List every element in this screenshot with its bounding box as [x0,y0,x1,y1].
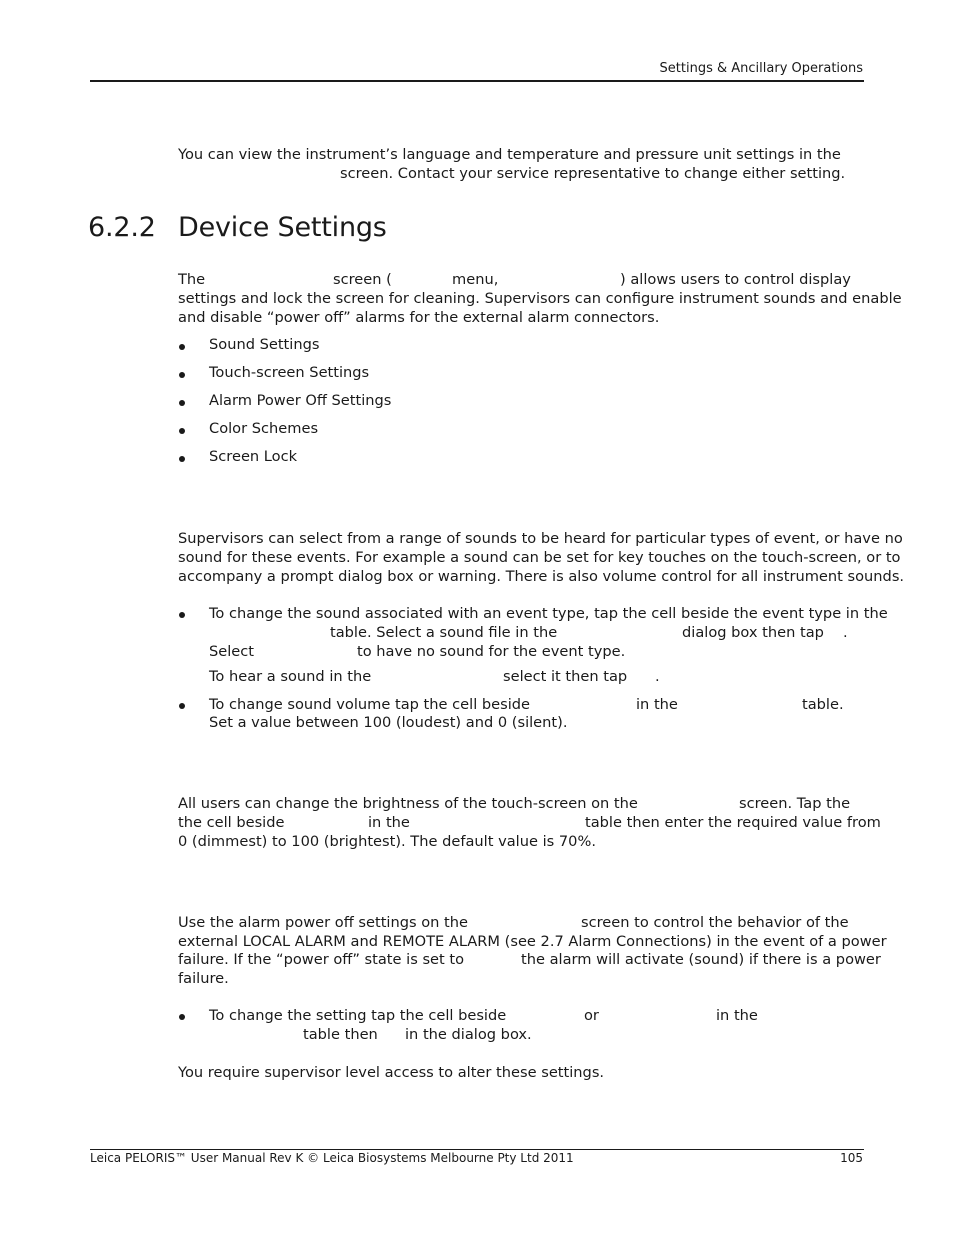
section-number: 6.2.2 [88,212,156,243]
sound-bullet1-l3b: to have no sound for the event type. [357,643,626,660]
bullet-icon [179,400,185,406]
bullet-icon [179,703,185,709]
device-para-l1a: The [178,271,206,288]
section-title: Device Settings [178,212,387,243]
topic-item: Touch-screen Settings [209,364,370,381]
sound-bullet1-l4c: . [655,668,660,685]
sound-bullet1-l2a: table. Select a sound file in the [330,624,558,641]
alarm-bullet-l2a: table then [303,1026,378,1043]
device-para-l3: and disable “power off” alarms for the external alarm connectors. [178,309,660,326]
topic-item: Screen Lock [209,448,298,465]
topic-item: Color Schemes [209,420,319,437]
touch-para-l2c: table then enter the required value from [585,814,881,831]
sound-bullet2-l1c: table. [802,696,844,713]
bullet-icon [179,612,185,618]
alarm-bullet-l1c: in the [716,1007,758,1024]
alarm-para-l4: failure. [178,970,229,987]
topic-item: Alarm Power Off Settings [209,392,392,409]
footer-copyright: Leica PELORIS™ User Manual Rev K © Leica Biosystems Melbourne Pty Ltd 2011 [90,1151,574,1165]
alarm-para-l2: external LOCAL ALARM and REMOTE ALARM (see 2.7 Alarm Connections) in the event of a power [178,933,887,950]
alarm-bullet-l2b: in the dialog box. [405,1026,532,1043]
sound-bullet1-l4a: To hear a sound in the [209,668,372,685]
footer-rule [90,1149,864,1150]
touch-para-l1a: All users can change the brightness of the touch-screen on the [178,795,638,812]
bullet-icon [179,372,185,378]
alarm-note: You require supervisor level access to alter these settings. [178,1064,605,1081]
intro-line-2: screen. Contact your service representative to change either setting. [340,165,846,182]
sound-bullet1-l2c: . [843,624,848,641]
alarm-para-l1b: screen to control the behavior of the [581,914,849,931]
sound-para-l2: sound for these events. For example a sound can be set for key touches on the touch-screen, or to [178,549,901,566]
alarm-bullet-l1a: To change the setting tap the cell beside [209,1007,507,1024]
running-header: Settings & Ancillary Operations [659,61,863,76]
device-para-l1d: ) allows users to control display [620,271,851,288]
alarm-para-l3b: the alarm will activate (sound) if there is a power [521,951,881,968]
alarm-para-l3a: failure. If the “power off” state is set to [178,951,465,968]
sound-bullet2-l1b: in the [636,696,678,713]
header-rule [90,80,864,82]
topic-item: Sound Settings [209,336,320,353]
sound-para-l3: accompany a prompt dialog box or warning. There is also volume control for all instrument sounds. [178,568,905,585]
sound-bullet2-l2: Set a value between 100 (loudest) and 0 (silent). [209,714,568,731]
sound-bullet2-l1a: To change sound volume tap the cell beside [209,696,531,713]
sound-para-l1: Supervisors can select from a range of sounds to be heard for particular types of event, or have no [178,530,903,547]
sound-bullet1-l4b: select it then tap [503,668,628,685]
device-para-l1b: screen ( [333,271,392,288]
alarm-para-l1a: Use the alarm power off settings on the [178,914,469,931]
sound-bullet1-l3a: Select [209,643,255,660]
bullet-icon [179,456,185,462]
bullet-icon [179,428,185,434]
touch-para-l1b: screen. Tap the [739,795,851,812]
device-para-l2: settings and lock the screen for cleaning. Supervisors can configure instrument sounds and enable [178,290,902,307]
touch-para-l2b: in the [368,814,410,831]
sound-bullet1-l2b: dialog box then tap [682,624,824,641]
intro-line-1: You can view the instrument’s language and temperature and pressure unit settings in the [178,146,841,163]
page-number: 105 [840,1151,863,1165]
touch-para-l3: 0 (dimmest) to 100 (brightest). The default value is 70%. [178,833,596,850]
section-heading [88,212,387,243]
bullet-icon [179,1014,185,1020]
alarm-bullet-l1b: or [584,1007,599,1024]
touch-para-l2a: the cell beside [178,814,285,831]
bullet-icon [179,344,185,350]
sound-bullet1-l1: To change the sound associated with an event type, tap the cell beside the event type in the [209,605,888,622]
device-para-l1c: menu, [452,271,499,288]
